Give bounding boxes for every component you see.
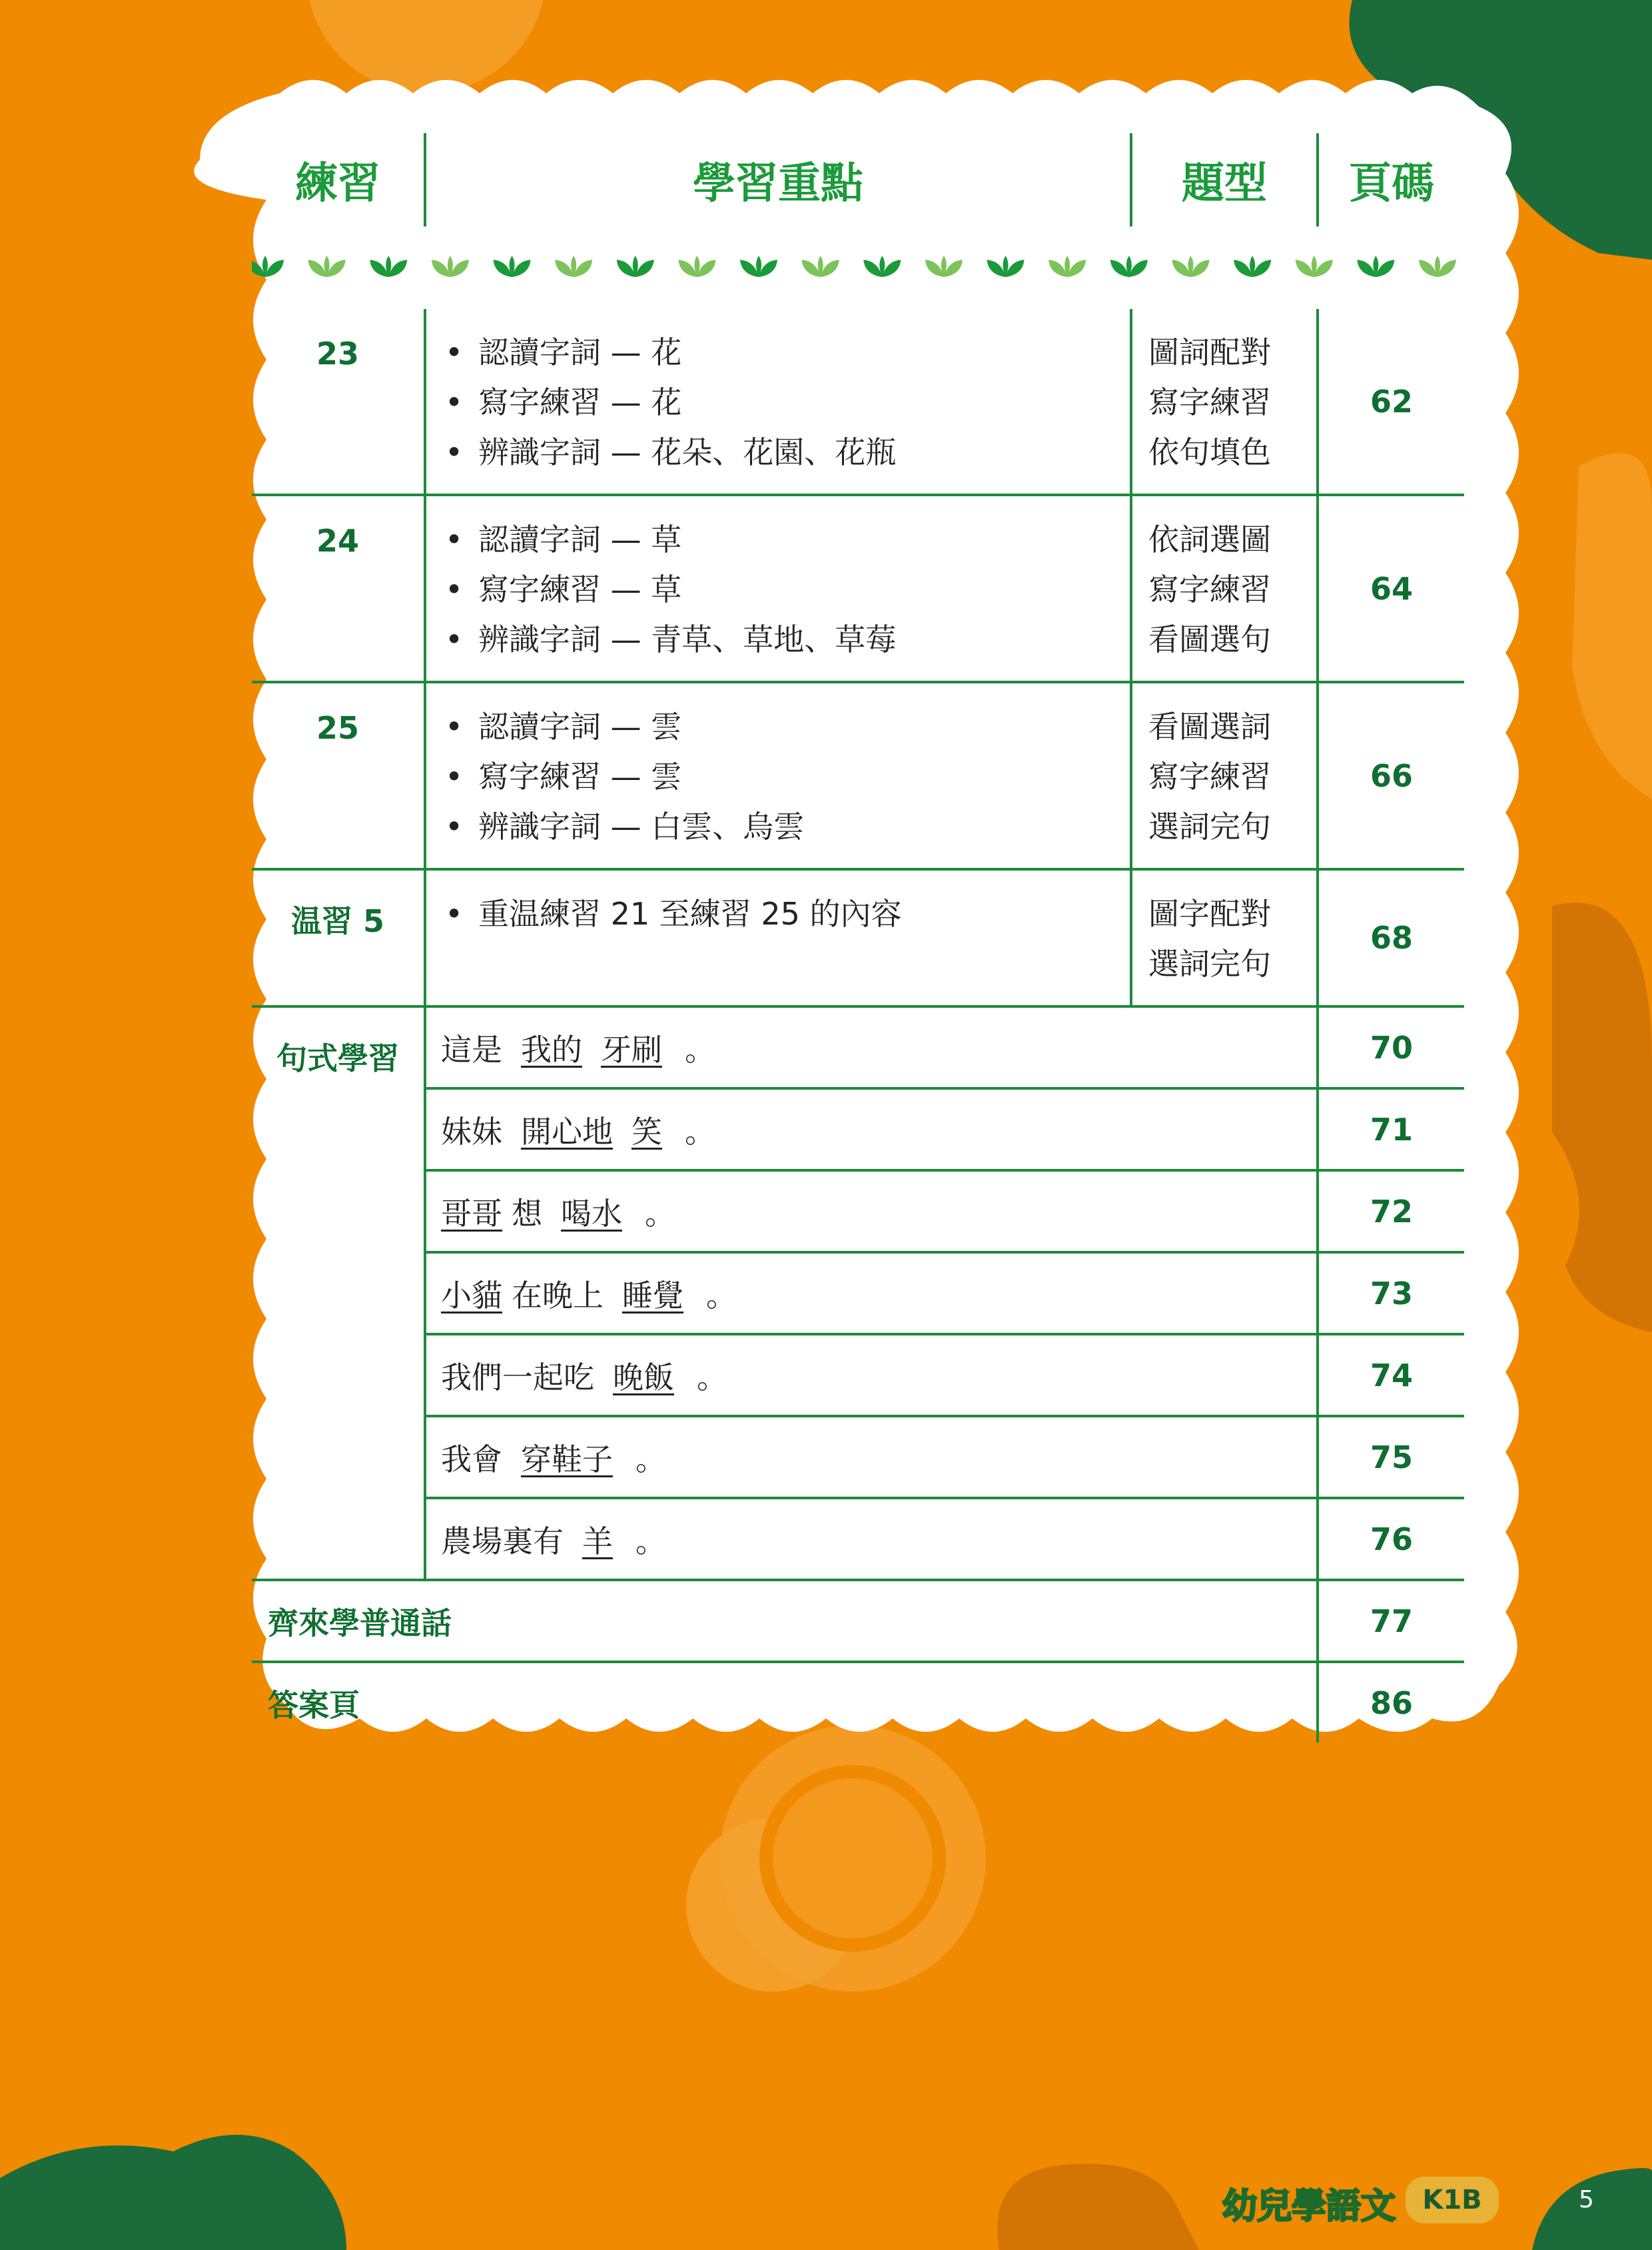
sentence-row	[252, 1252, 1464, 1334]
sentence-row	[252, 1006, 1464, 1088]
sentence-row	[252, 1170, 1464, 1252]
sentence-pattern	[425, 1170, 1318, 1252]
sentence-word: 我會	[441, 1441, 502, 1477]
sprout-icon	[802, 256, 839, 277]
level-badge: K1B	[1406, 2177, 1499, 2223]
learning-points: • 認讀字詞 — 花 • 寫字練習 — 花 • 辨識字詞 — 花朵、花園、花瓶	[425, 309, 1131, 495]
page-number-footer: 5	[1579, 2186, 1594, 2213]
underlined-word: 羊	[582, 1523, 613, 1559]
sentence-word: 想	[512, 1195, 542, 1232]
underlined-word: 晚飯	[613, 1359, 674, 1395]
sentence-word: 在晚上	[512, 1277, 604, 1313]
header-page: 頁碼	[1318, 133, 1464, 226]
sprout-icon	[987, 256, 1025, 277]
page-number: 68	[1318, 869, 1464, 1006]
sentence-period: 。	[685, 1113, 715, 1150]
learning-points: • 認讀字詞 — 草 • 寫字練習 — 草 • 辨識字詞 — 青草、草地、草莓	[425, 495, 1131, 682]
page-number: 73	[1318, 1252, 1464, 1334]
sprout-icon	[494, 256, 531, 277]
page-number: 62	[1318, 309, 1464, 495]
sentence-period: 。	[706, 1277, 737, 1313]
table-of-contents	[252, 133, 1464, 1742]
header-learning-focus: 學習重點	[425, 133, 1131, 226]
page-number: 77	[1318, 1580, 1464, 1662]
sentence-period: 。	[635, 1523, 666, 1559]
underlined-word: 牙刷	[601, 1031, 662, 1068]
review-number: 温習 5	[252, 869, 425, 1006]
sentence-word: 這是	[441, 1031, 502, 1068]
sprout-icon	[308, 256, 346, 277]
sentence-row	[252, 1416, 1464, 1498]
page-number: 70	[1318, 1006, 1464, 1088]
question-types: 圖字配對 選詞完句	[1131, 869, 1318, 1006]
sentence-period: 。	[645, 1195, 675, 1232]
page-number: 71	[1318, 1088, 1464, 1170]
learning-points: • 重温練習 21 至練習 25 的內容	[425, 869, 1131, 1006]
question-types: 依詞選圖 寫字練習 看圖選句	[1131, 495, 1318, 682]
sentence-period: 。	[697, 1359, 727, 1395]
series-logo: 幼兒學語文	[1222, 2187, 1396, 2227]
sprout-icon	[1296, 256, 1333, 277]
sentence-word: 我們一起吃	[441, 1359, 594, 1395]
sprout-icon	[1234, 256, 1271, 277]
learning-points: • 認讀字詞 — 雲 • 寫字練習 — 雲 • 辨識字詞 — 白雲、烏雲	[425, 682, 1131, 869]
sprout-icon	[1172, 256, 1209, 277]
sentence-period: 。	[635, 1441, 666, 1477]
underlined-word: 開心地	[521, 1113, 613, 1150]
sprout-icon	[678, 256, 715, 277]
page-number: 66	[1318, 682, 1464, 869]
exercise-number: 23	[252, 309, 425, 495]
answer-section-label: 答案頁	[268, 1687, 360, 1723]
page-number: 74	[1318, 1334, 1464, 1416]
sprout-divider-row	[252, 226, 1464, 309]
sentence-row	[252, 1498, 1464, 1580]
sprout-icon	[1048, 256, 1086, 277]
review-row	[252, 869, 1464, 1006]
sprout-icon	[925, 256, 963, 277]
sprout-icon	[1357, 256, 1394, 277]
sprout-icon	[370, 256, 407, 277]
mandarin-section-label: 齊來學普通話	[252, 1580, 1318, 1662]
sentence-word: 農場裏有	[441, 1523, 564, 1559]
sentence-section	[252, 1006, 1464, 1580]
sprout-icon	[617, 256, 654, 277]
page-number: 75	[1318, 1416, 1464, 1498]
exercise-number: 25	[252, 682, 425, 869]
sentence-row	[252, 1088, 1464, 1170]
sentence-word: 妹妹	[441, 1113, 502, 1150]
sentence-pattern	[425, 1088, 1318, 1170]
question-types: 看圖選詞 寫字練習 選詞完句	[1131, 682, 1318, 869]
sprout-icon	[252, 256, 284, 277]
sentence-row	[252, 1334, 1464, 1416]
page-number: 72	[1318, 1170, 1464, 1252]
page-number: 64	[1318, 495, 1464, 682]
sprout-icon	[740, 256, 777, 277]
header-row	[252, 133, 1464, 226]
sprout-divider	[252, 226, 1464, 306]
exercise-row	[252, 309, 1464, 495]
underlined-word: 我的	[521, 1031, 582, 1068]
sentence-pattern	[425, 1498, 1318, 1580]
header-question-type: 題型	[1131, 133, 1318, 226]
underlined-word: 喝水	[561, 1195, 622, 1232]
page-number: 76	[1318, 1498, 1464, 1580]
sentence-pattern	[425, 1334, 1318, 1416]
extra-row	[252, 1662, 1464, 1742]
question-types: 圖詞配對 寫字練習 依句填色	[1131, 309, 1318, 495]
header-exercise: 練習	[295, 159, 380, 208]
underlined-word: 笑	[631, 1113, 662, 1150]
underlined-word: 哥哥	[441, 1195, 502, 1232]
underlined-word: 小貓	[441, 1277, 502, 1313]
sprout-icon	[555, 256, 592, 277]
sentence-period: 。	[685, 1031, 715, 1068]
underlined-word: 睡覺	[622, 1277, 683, 1313]
sprout-icon	[432, 256, 469, 277]
extra-row	[252, 1580, 1464, 1662]
exercise-row	[252, 682, 1464, 869]
page-number: 86	[1318, 1662, 1464, 1742]
underlined-word: 穿鞋子	[521, 1441, 613, 1477]
sprout-icon	[863, 256, 901, 277]
sentence-pattern	[425, 1252, 1318, 1334]
exercise-row	[252, 495, 1464, 682]
exercise-number: 24	[252, 495, 425, 682]
sentence-pattern	[425, 1006, 1318, 1088]
sentence-pattern	[425, 1416, 1318, 1498]
sentence-section-label: 句式學習	[252, 1006, 425, 1580]
sprout-icon	[1419, 256, 1456, 277]
sprout-icon	[1110, 256, 1148, 277]
